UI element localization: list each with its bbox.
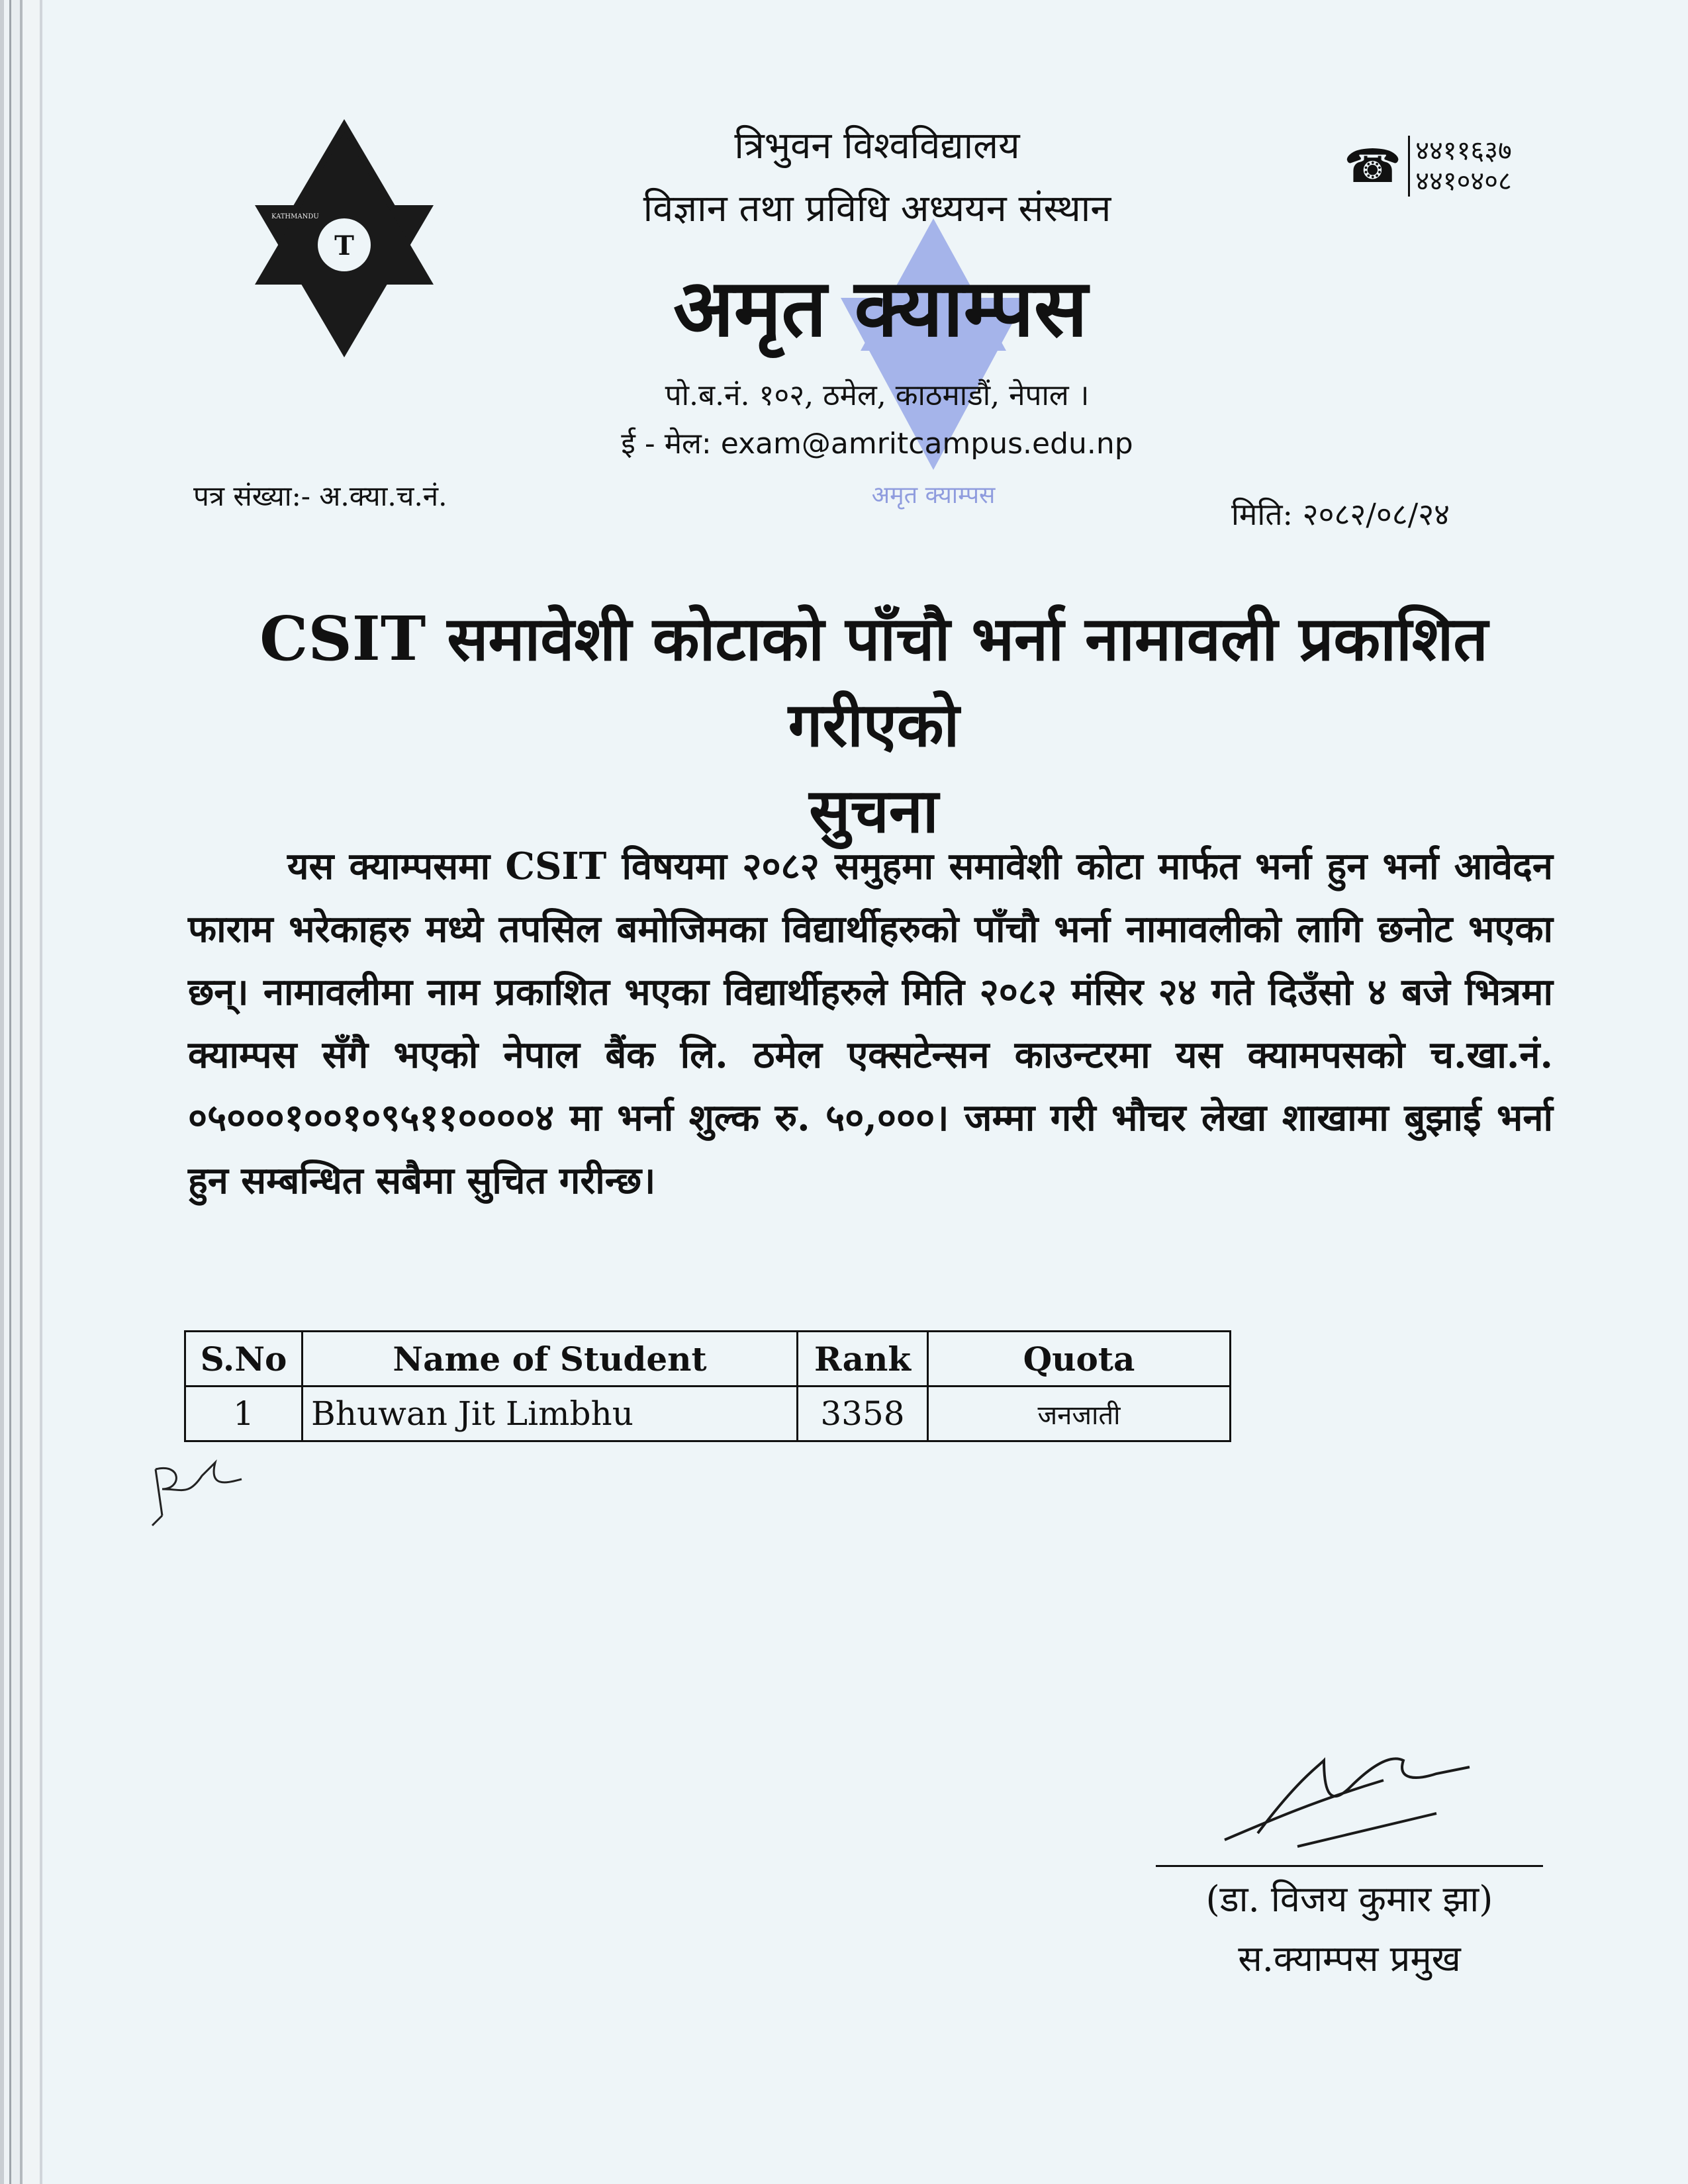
- phone-number: ४४११६३७: [1415, 136, 1512, 166]
- email-address: exam@amritcampus.edu.np: [720, 427, 1133, 461]
- campus-name: अमृत क्याम्पस: [673, 261, 1088, 355]
- signature: [1218, 1741, 1483, 1860]
- handwritten-initials: [142, 1449, 255, 1535]
- university-name: त्रिभुवन विश्वविद्यालय: [734, 124, 1020, 167]
- header-quota: Quota: [928, 1332, 1231, 1387]
- phone-number: ४४१०४०८: [1415, 166, 1512, 197]
- header-rank: Rank: [798, 1332, 928, 1387]
- header-name: Name of Student: [303, 1332, 798, 1387]
- institute-name: विज्ञान तथा प्रविधि अध्ययन संस्थान: [643, 187, 1111, 230]
- title-line: CSIT समावेशी कोटाको पाँचौ भर्ना नामावली प्रकाशित गरीएको: [259, 603, 1488, 760]
- header-sno: S.No: [185, 1332, 303, 1387]
- address: पो.ब.नं. १०२, ठमेल, काठमाडौं, नेपाल ।: [665, 379, 1090, 412]
- reference-number: पत्र संख्या:- अ.क्या.च.नं.: [193, 480, 447, 512]
- phone-block: [1344, 136, 1512, 197]
- cell-rank: 3358: [798, 1387, 928, 1441]
- cell-sno: 1: [185, 1387, 303, 1441]
- signature-line: [1156, 1865, 1543, 1867]
- notice-title: [185, 596, 1562, 854]
- notice-body: यस क्याम्पसमा CSIT विषयमा २०८२ समुहमा समावेशी कोटा मार्फत भर्ना हुन भर्ना आवेदन फाराम भरेकाहरु मध्ये तपसिल बमोजिमका विद्यार्थीहरुको पाँचौ भर्ना नामावलीको लागि छनोट भएका छन्। नामावलीमा नाम प्रकाशित भएका विद्यार्थीहरुले मिति २०८२ मंसिर २४ गते दिउँसो ४ बजे भित्रमा क्याम्पस सँगै भएको नेपाल बैंक लि. ठमेल एक्सटेन्सन काउन्टरमा यस क्यामपसको च.खा.नं. ०५०००१००१०९५११००००४ मा भर्ना शुल्क रु. ५०,०००। जम्मा गरी भौचर लेखा शाखामा बुझाई भर्ना हुन सम्बन्धित सबैमा सुचित गरीन्छ।: [188, 844, 1553, 1203]
- telephone-icon: ☎: [1344, 139, 1402, 193]
- signatory-title: स.क्याम्पस प्रमुख: [1238, 1938, 1461, 1979]
- subtitle: सुचना: [809, 775, 939, 846]
- university-logo: [192, 106, 496, 397]
- table-header-row: [185, 1332, 1231, 1387]
- email-line: [530, 422, 1225, 462]
- cell-name: Bhuwan Jit Limbhu: [303, 1387, 798, 1441]
- scan-edge: [0, 0, 142, 2184]
- student-table: [184, 1330, 1231, 1442]
- svg-text:KATHMANDU: KATHMANDU: [271, 213, 319, 220]
- email-label: ई - मेल:: [621, 427, 712, 461]
- svg-text:अमृत क्याम्पस: अमृत क्याम्पस: [871, 482, 996, 509]
- date: मिति: २०८२/०८/२४: [1231, 496, 1450, 532]
- svg-text:T: T: [334, 230, 354, 261]
- table-row: [185, 1387, 1231, 1441]
- cell-quota: जनजाती: [928, 1387, 1231, 1441]
- signatory-name: (डा. विजय कुमार झा): [1205, 1878, 1493, 1920]
